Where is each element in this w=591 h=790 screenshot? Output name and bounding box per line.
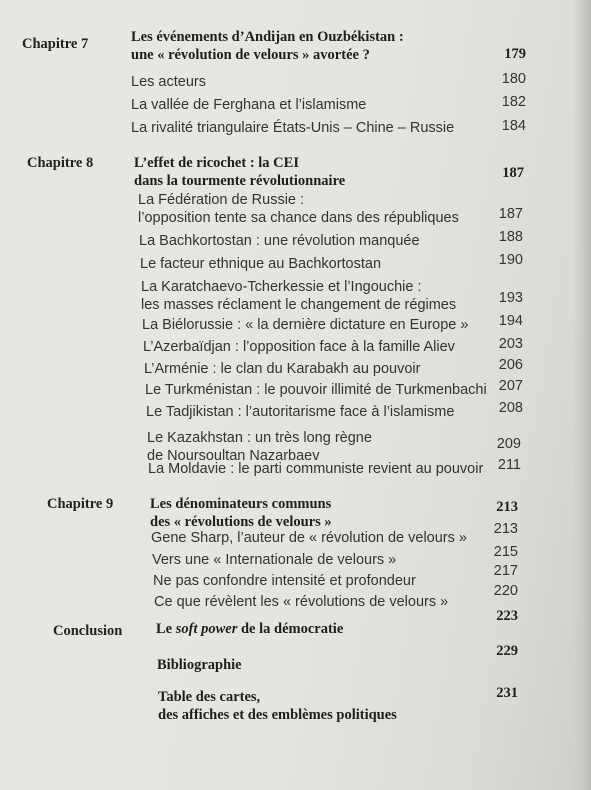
chapter-7-title-line2: une « révolution de velours » avortée ? — [131, 47, 370, 63]
conclusion-page: 223 — [496, 608, 518, 624]
toc-entry-page: 213 — [493, 521, 518, 537]
chapter-9-title-line1: Les dénominateurs communs — [150, 496, 332, 512]
toc-entry-page: 193 — [498, 290, 523, 306]
toc-entry — [141, 278, 456, 314]
toc-entry — [138, 191, 459, 227]
chapter-8-title — [134, 154, 345, 190]
chapter-9-title-line2: des « révolutions de velours » — [150, 514, 332, 530]
toc-entry: Gene Sharp, l’auteur de « révolution de velours » — [151, 530, 467, 546]
toc-entry: Le facteur ethnique au Bachkortostan — [140, 256, 382, 272]
toc-entry: La Biélorussie : « la dernière dictature en Europe » — [142, 317, 469, 333]
conclusion-title — [156, 620, 343, 638]
conclusion-label: Conclusion — [53, 623, 123, 639]
chapter-9-page: 213 — [496, 499, 518, 515]
toc-entry: La Moldavie : le parti communiste revient au pouvoir — [148, 461, 484, 477]
toc-entry: Le Turkménistan : le pouvoir illimité de Turkmenbachi — [145, 382, 487, 398]
toc-entry: La vallée de Ferghana et l’islamisme — [131, 97, 367, 113]
toc-entry-page: 208 — [498, 400, 523, 416]
toc-entry: Le Tadjikistan : l’autoritarisme face à l’islamisme — [146, 404, 455, 420]
toc-entry-page: 206 — [498, 357, 523, 373]
toc-entry-page: 209 — [496, 436, 521, 452]
chapter-7-label: Chapitre 7 — [22, 36, 89, 52]
toc-entry-page: 182 — [501, 94, 526, 110]
page-edge-shadow — [573, 0, 591, 790]
toc-entry-line1: La Karatchaevo-Tcherkessie et l’Ingouchie : — [141, 279, 422, 295]
toc-entry: L’Arménie : le clan du Karabakh au pouvoir — [144, 361, 421, 377]
tables-title — [158, 688, 397, 724]
toc-entry-page: 184 — [501, 118, 526, 134]
toc-entry-page: 207 — [498, 378, 523, 394]
conclusion-title-italic: soft power — [175, 621, 238, 637]
chapter-7-title — [131, 28, 404, 64]
toc-entry-page: 203 — [498, 336, 523, 352]
chapter-7-title-line1: Les événements d’Andijan en Ouzbékistan : — [131, 29, 404, 45]
toc-entry-page: 220 — [493, 583, 518, 599]
chapter-9-label: Chapitre 9 — [47, 496, 114, 512]
toc-entry: La rivalité triangulaire États-Unis – Chine – Russie — [131, 120, 455, 136]
bibliography-page: 229 — [496, 643, 518, 659]
tables-title-line2: des affiches et des emblèmes politiques — [158, 707, 397, 723]
tables-title-line1: Table des cartes, — [158, 689, 261, 705]
conclusion-title-pre: Le — [156, 621, 176, 637]
chapter-9-title — [150, 495, 332, 531]
toc-entry-page: 215 — [493, 544, 518, 560]
bibliography-title: Bibliographie — [157, 657, 242, 673]
chapter-7-page: 179 — [504, 46, 526, 62]
tables-page: 231 — [496, 685, 518, 701]
toc-entry-page: 194 — [498, 313, 523, 329]
toc-entry-page: 190 — [498, 252, 523, 268]
toc-entry: L’Azerbaïdjan : l’opposition face à la famille Aliev — [143, 339, 455, 355]
chapter-8-title-line2: dans la tourmente révolutionnaire — [134, 173, 346, 189]
toc-entry: Ne pas confondre intensité et profondeur — [153, 573, 416, 589]
chapter-8-label: Chapitre 8 — [27, 155, 94, 171]
toc-entry: Ce que révèlent les « révolutions de velours » — [154, 594, 449, 610]
toc-entry: La Bachkortostan : une révolution manquée — [139, 233, 420, 249]
toc-entry: Les acteurs — [131, 74, 206, 90]
toc-entry-line1: Le Kazakhstan : un très long règne — [147, 430, 372, 446]
toc-entry-line2: de Noursoultan Nazarbaev — [147, 448, 320, 464]
toc-entry-page: 187 — [498, 206, 523, 222]
toc-entry-page: 188 — [498, 229, 523, 245]
toc-entry-page: 211 — [497, 457, 521, 473]
chapter-8-title-line1: L’effet de ricochet : la CEI — [134, 155, 299, 171]
chapter-8-page: 187 — [502, 165, 524, 181]
toc-entry-line2: les masses réclament le changement de régimes — [141, 297, 457, 313]
toc-entry-page: 217 — [493, 563, 518, 579]
conclusion-title-post: de la démocratie — [237, 621, 344, 637]
toc-entry-line2: l’opposition tente sa chance dans des républiques — [138, 210, 459, 226]
toc-entry-page: 180 — [501, 71, 526, 87]
toc-entry: Vers une « Internationale de velours » — [152, 552, 397, 568]
toc-entry-line1: La Fédération de Russie : — [138, 192, 305, 208]
